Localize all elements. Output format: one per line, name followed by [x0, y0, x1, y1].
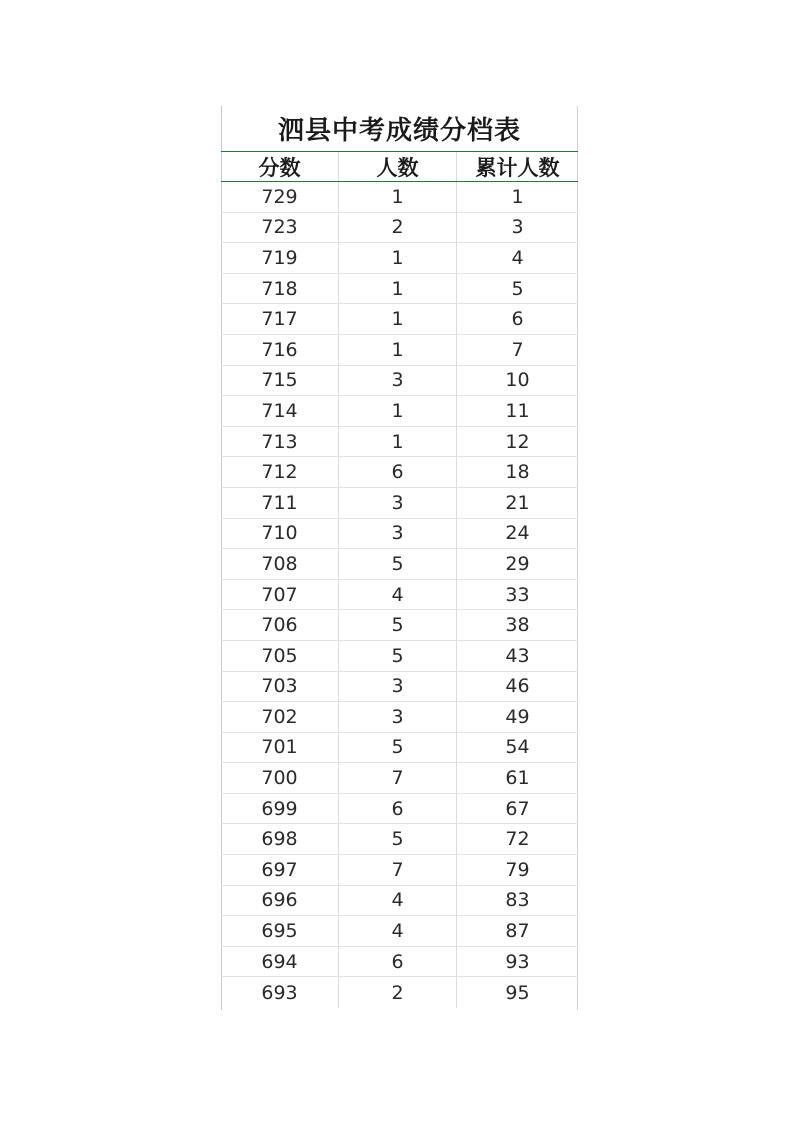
cumulative-cell: 10: [505, 369, 530, 392]
score-cell: 715: [221, 366, 339, 396]
cumulative-cell: 5: [511, 277, 524, 300]
count-cell: 7: [339, 855, 457, 885]
cumulative-cell: 46: [505, 675, 530, 698]
score-cell: 702: [221, 702, 339, 732]
score-table: [221, 106, 578, 1010]
table-header: [221, 151, 578, 182]
count-cell: 1: [339, 243, 457, 273]
count-cell: 4: [339, 886, 457, 916]
count-cell: 1: [339, 274, 457, 304]
column-header-cumulative: 累计人数: [475, 155, 560, 180]
count-cell: 1: [339, 304, 457, 334]
table-row: [221, 274, 578, 305]
cumulative-cell: 54: [505, 736, 530, 759]
table-row: [221, 672, 578, 703]
table-body: [221, 182, 578, 1008]
table-row: [221, 702, 578, 733]
score-cell: 695: [221, 916, 339, 946]
score-cell: 713: [221, 427, 339, 457]
cumulative-cell: 93: [505, 950, 530, 973]
score-cell: 707: [221, 580, 339, 610]
cumulative-cell: 4: [511, 246, 524, 269]
score-cell: 719: [221, 243, 339, 273]
score-cell: 703: [221, 672, 339, 702]
cumulative-cell: 38: [505, 614, 530, 637]
count-cell: 3: [339, 519, 457, 549]
score-cell: 716: [221, 335, 339, 365]
table-row: [221, 182, 578, 213]
cumulative-cell: 87: [505, 920, 530, 943]
cumulative-cell: 72: [505, 828, 530, 851]
count-cell: 3: [339, 488, 457, 518]
cumulative-cell: 79: [505, 858, 530, 881]
count-cell: 5: [339, 549, 457, 579]
table-row: [221, 733, 578, 764]
score-cell: 693: [221, 977, 339, 1008]
table-row: [221, 457, 578, 488]
count-cell: 5: [339, 610, 457, 640]
score-cell: 708: [221, 549, 339, 579]
score-cell: 697: [221, 855, 339, 885]
cumulative-cell: 3: [511, 216, 524, 239]
table-row: [221, 824, 578, 855]
table-row: [221, 855, 578, 886]
count-cell: 2: [339, 213, 457, 243]
table-row: [221, 977, 578, 1008]
table-row: [221, 610, 578, 641]
table-row: [221, 763, 578, 794]
score-cell: 717: [221, 304, 339, 334]
count-cell: 3: [339, 702, 457, 732]
cumulative-cell: 1: [511, 185, 524, 208]
cumulative-cell: 83: [505, 889, 530, 912]
cumulative-cell: 24: [505, 522, 530, 545]
count-cell: 2: [339, 977, 457, 1008]
score-cell: 723: [221, 213, 339, 243]
cumulative-cell: 6: [511, 308, 524, 331]
column-header-score: 分数: [221, 152, 339, 181]
table-row: [221, 580, 578, 611]
score-cell: 729: [221, 182, 339, 212]
count-cell: 7: [339, 763, 457, 793]
table-row: [221, 396, 578, 427]
score-cell: 712: [221, 457, 339, 487]
cumulative-cell: 95: [505, 981, 530, 1004]
cumulative-cell: 7: [511, 338, 524, 361]
count-cell: 4: [339, 916, 457, 946]
score-cell: 700: [221, 763, 339, 793]
table-row: [221, 519, 578, 550]
score-cell: 705: [221, 641, 339, 671]
table-row: [221, 886, 578, 917]
count-cell: 1: [339, 396, 457, 426]
cumulative-cell: 61: [505, 767, 530, 790]
count-cell: 6: [339, 794, 457, 824]
count-cell: 1: [339, 427, 457, 457]
count-cell: 3: [339, 366, 457, 396]
score-cell: 701: [221, 733, 339, 763]
count-cell: 4: [339, 580, 457, 610]
table-row: [221, 243, 578, 274]
cumulative-cell: 33: [505, 583, 530, 606]
score-cell: 698: [221, 824, 339, 854]
score-cell: 699: [221, 794, 339, 824]
count-cell: 3: [339, 672, 457, 702]
count-cell: 1: [339, 182, 457, 212]
score-cell: 711: [221, 488, 339, 518]
table-title: 泗县中考成绩分档表: [277, 116, 521, 146]
score-cell: 694: [221, 947, 339, 977]
score-cell: 696: [221, 886, 339, 916]
table-row: [221, 794, 578, 825]
table-row: [221, 488, 578, 519]
count-cell: 6: [339, 947, 457, 977]
table-row: [221, 641, 578, 672]
cumulative-cell: 11: [505, 399, 530, 422]
count-cell: 5: [339, 733, 457, 763]
column-header-count: 人数: [339, 152, 457, 181]
score-cell: 706: [221, 610, 339, 640]
cumulative-cell: 49: [505, 705, 530, 728]
cumulative-cell: 29: [505, 552, 530, 575]
table-row: [221, 916, 578, 947]
cumulative-cell: 21: [505, 491, 530, 514]
table-row: [221, 366, 578, 397]
count-cell: 1: [339, 335, 457, 365]
score-cell: 718: [221, 274, 339, 304]
cumulative-cell: 43: [505, 644, 530, 667]
table-row: [221, 947, 578, 978]
cumulative-cell: 18: [505, 461, 530, 484]
score-cell: 714: [221, 396, 339, 426]
table-row: [221, 304, 578, 335]
count-cell: 5: [339, 641, 457, 671]
table-row: [221, 213, 578, 244]
score-cell: 710: [221, 519, 339, 549]
cumulative-cell: 12: [505, 430, 530, 453]
table-row: [221, 427, 578, 458]
cumulative-cell: 67: [505, 797, 530, 820]
count-cell: 5: [339, 824, 457, 854]
table-row: [221, 549, 578, 580]
count-cell: 6: [339, 457, 457, 487]
table-row: [221, 335, 578, 366]
